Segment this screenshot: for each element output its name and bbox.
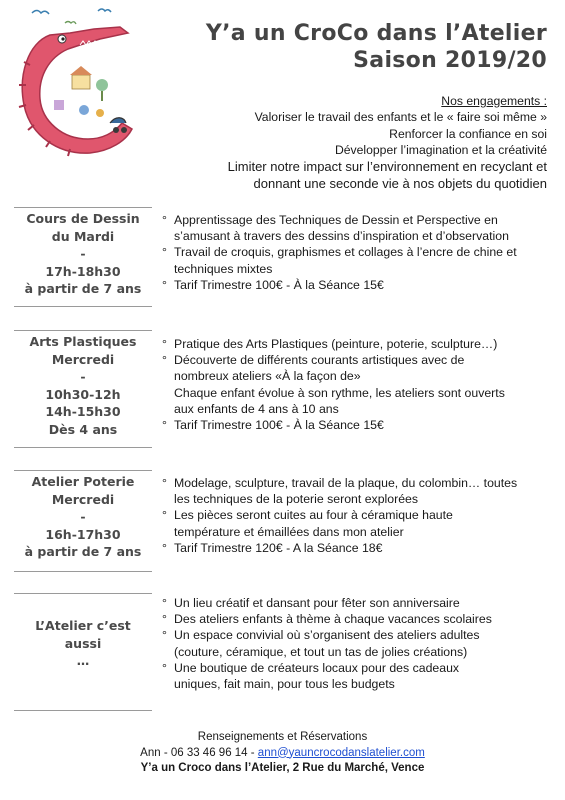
- label-line: 14h-15h30: [45, 404, 121, 420]
- engagement-line: Renforcer la confiance en soi: [389, 126, 547, 141]
- label-line: …: [76, 653, 90, 669]
- footer-address: Y’a un Croco dans l’Atelier, 2 Rue du Marché, Vence: [140, 762, 425, 774]
- list-item: ° Une boutique de créateurs locaux pour des cadeaux uniques, fait main, pour tous les budgets: [162, 660, 460, 692]
- title-line-season: Saison 2019/20: [353, 48, 547, 73]
- list-item: ° Modelage, sculpture, travail de la plaque, du colombin… toutes les techniques de la poterie seront explorées: [162, 476, 518, 507]
- section-label: [14, 617, 152, 670]
- engagements-heading: Nos engagements :: [441, 94, 547, 108]
- section-divider: [14, 571, 152, 572]
- footer-contact: [0, 730, 565, 777]
- engagement-line: Limiter notre impact sur l’environnement en recyclant et: [227, 159, 547, 175]
- section-label: [14, 473, 152, 561]
- section-divider: [14, 207, 152, 208]
- list-item: ° Un espace convivial où s’organisent des ateliers adultes (couture, céramique, et tout un tas de jolies créations): [162, 628, 480, 659]
- list-item: ° Des ateliers enfants à thème à chaque vacances scolaires: [162, 612, 492, 627]
- list-item: ° Tarif Trimestre 100€ - À la Séance 15€: [162, 418, 384, 433]
- section-divider: [14, 330, 152, 331]
- engagement-line: Développer l’imagination et la créativité: [334, 142, 547, 157]
- list-item: ° Apprentissage des Techniques de Dessin et Perspective en s’amusant à travers des dessins d’inspiration et d’observation: [162, 213, 509, 244]
- label-line: Arts Plastiques: [29, 334, 137, 349]
- section-bullets: [162, 595, 552, 692]
- label-line: Cours de Dessin: [26, 211, 140, 226]
- label-line: -: [80, 246, 86, 262]
- list-item: ° Tarif Trimestre 100€ - À la Séance 15€: [162, 277, 384, 292]
- section-divider: [14, 710, 152, 711]
- label-line: aussi: [64, 635, 102, 651]
- section-divider: [14, 593, 152, 594]
- bird-icon: [32, 11, 49, 15]
- engagement-line: Valoriser le travail des enfants et le « faire soi même »: [254, 110, 547, 125]
- label-line: Atelier Poterie: [31, 474, 135, 489]
- engagement-line: donnant une seconde vie à nos objets du quotidien: [253, 176, 547, 192]
- page-title: [206, 20, 547, 74]
- section-divider: [14, 470, 152, 471]
- bird-icon: [65, 22, 76, 25]
- list-item: ° Travail de croquis, graphismes et collages à l’encre de chine et techniques mixtes: [162, 245, 517, 276]
- label-line: du Mardi: [51, 228, 115, 244]
- list-item: ° Pratique des Arts Plastiques (peinture, poterie, sculpture…): [162, 337, 498, 351]
- label-line: à partir de 7 ans: [24, 281, 142, 297]
- label-line: Dès 4 ans: [48, 421, 118, 437]
- section-cours-dessin: [0, 207, 565, 307]
- label-line: Mercredi: [51, 491, 115, 507]
- label-line: -: [80, 509, 86, 525]
- footer-heading: Renseignements et Réservations: [197, 731, 368, 743]
- section-bullets: [162, 212, 552, 293]
- label-line: -: [80, 369, 86, 385]
- list-item: ° Les pièces seront cuites au four à céramique haute température et émaillées dans mon atelier: [162, 508, 453, 539]
- bird-icon: [98, 9, 111, 12]
- section-atelier-aussi: [0, 593, 565, 711]
- email-link[interactable]: ann@yauncrocodanslatelier.com: [257, 746, 425, 759]
- section-arts-plastiques: [0, 330, 565, 448]
- section-label: [14, 210, 152, 298]
- label-line: à partir de 7 ans: [24, 544, 142, 560]
- section-atelier-poterie: [0, 470, 565, 572]
- phone-text: Ann - 06 33 46 96 14 -: [140, 746, 258, 759]
- section-divider: [14, 306, 152, 307]
- engagements-block: [147, 93, 547, 192]
- label-line: L’Atelier c’est: [35, 618, 131, 633]
- section-bullets: [162, 475, 552, 556]
- section-label: [14, 333, 152, 439]
- label-line: 10h30-12h: [45, 386, 121, 402]
- footer-contact-line: [0, 746, 565, 762]
- label-line: 17h-18h30: [45, 263, 121, 279]
- section-divider: [14, 447, 152, 448]
- list-item: ° Découverte de différents courants artistiques avec de nombreux ateliers «À la façon de» Chaque enfant évolue à son rythme, les ateliers sont ouverts aux enfants de 4 ans à 10 ans: [162, 353, 505, 416]
- title-line-name: Y’a un CroCo dans l’Atelier: [205, 21, 547, 46]
- list-item: ° Tarif Trimestre 120€ - A la Séance 18€: [162, 540, 383, 555]
- list-item: ° Un lieu créatif et dansant pour fêter son anniversaire: [162, 596, 460, 610]
- section-bullets: [162, 336, 552, 433]
- label-line: 16h-17h30: [45, 526, 121, 542]
- croco-logo-illustration: [10, 5, 140, 165]
- label-line: Mercredi: [51, 351, 115, 367]
